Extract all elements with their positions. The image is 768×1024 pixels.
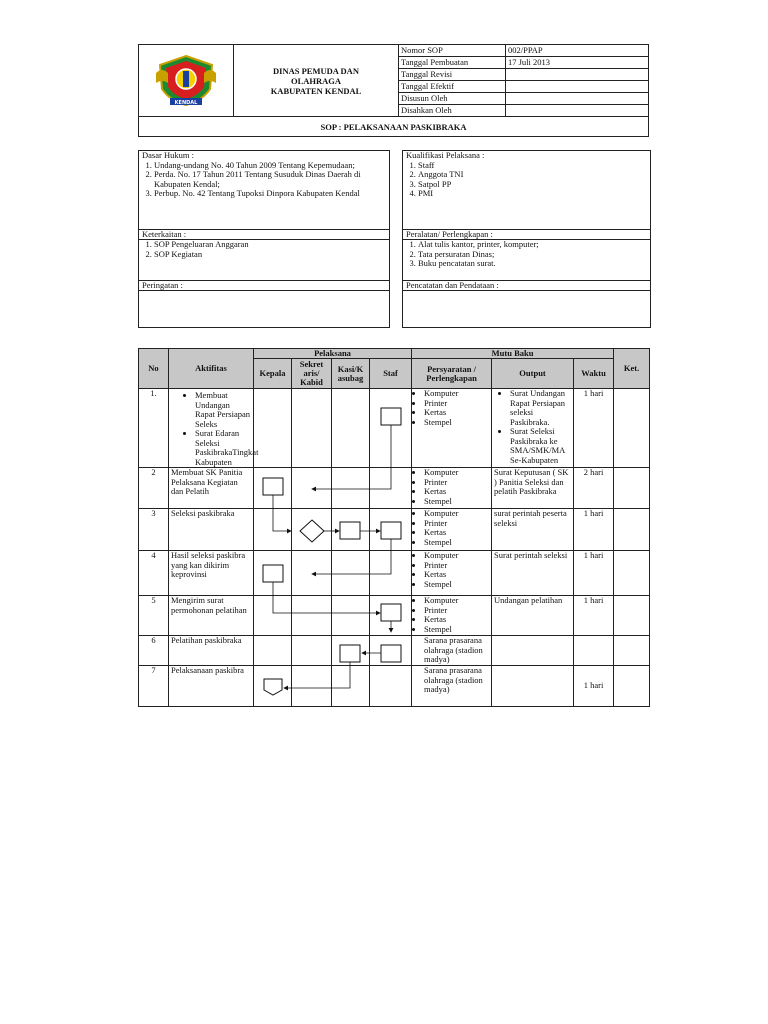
- row-no: 5: [139, 596, 169, 636]
- row-persyaratan: Sarana prasarana olahraga (stadion madya): [412, 666, 492, 707]
- list-item: • Surat Edaran Seleksi PaskibrakaTingkat Kabupaten: [195, 429, 251, 467]
- header-pelaksana: Pelaksana: [254, 349, 412, 359]
- row-no: 6: [139, 636, 169, 666]
- row-persyaratan: • Komputer • Printer • Kertas • Stempel: [412, 551, 492, 596]
- row-persyaratan: • Komputer • Printer • Kertas • Stempel: [412, 596, 492, 636]
- field-value: 002/PPAP: [506, 45, 649, 57]
- header-persyaratan: Persyaratan / Perlengkapan: [412, 359, 492, 389]
- list-item: 4. PMI: [418, 189, 647, 199]
- table-row: [139, 468, 650, 509]
- procedure-table: [138, 348, 650, 707]
- pencatatan-title: Pencatatan dan Pendataan :: [403, 281, 650, 291]
- kualifikasi-section: [403, 151, 650, 230]
- row-persyaratan: • Komputer • Printer • Kertas • Stempel: [412, 389, 492, 468]
- row-aktifitas: Hasil seleksi paskibra yang kan dikirim keprovinsi: [169, 551, 254, 596]
- row-waktu: 2 hari: [574, 468, 614, 509]
- header-mutu-baku: Mutu Baku: [412, 349, 614, 359]
- row-waktu: 1 hari: [574, 666, 614, 707]
- table-row: [139, 666, 650, 707]
- row-persyaratan: • Komputer • Printer • Kertas • Stempel: [412, 509, 492, 551]
- kualifikasi-title: Kualifikasi Pelaksana :: [406, 150, 485, 160]
- sop-title: SOP : PELAKSANAAN PASKIBRAKA: [139, 117, 649, 137]
- list-item: 2. Anggota TNI: [418, 170, 647, 180]
- field-label: Tanggal Revisi: [399, 69, 506, 81]
- header-kasi: Kasi/K asubag: [332, 359, 370, 389]
- field-value: [506, 93, 649, 105]
- row-waktu: 1 hari: [574, 389, 614, 468]
- row-aktifitas: Pelatihan paskibraka: [169, 636, 254, 666]
- row-output: • Surat Undangan Rapat Persiapan seleksi Paskibraka. • Surat Seleksi Paskibraka ke SMA/SMK/MA Se-Kabupaten: [492, 389, 574, 468]
- table-row: [139, 596, 650, 636]
- table-row: [139, 389, 650, 468]
- list-item: 3. Perbup. No. 42 Tentang Tupoksi Dinpora Kabupaten Kendal: [154, 189, 386, 199]
- row-waktu: [574, 636, 614, 666]
- row-waktu: 1 hari: [574, 596, 614, 636]
- list-item: 2. Tata persuratan Dinas;: [418, 250, 647, 260]
- list-item: 2. Perda. No. 17 Tahun 2011 Tentang Susuduk Dinas Daerah di Kabupaten Kendal;: [154, 170, 386, 189]
- row-aktifitas: Membuat SK Panitia Pelaksana Kegiatan dan Pelatih: [169, 468, 254, 509]
- row-aktifitas: Pelaksanaan paskibra: [169, 666, 254, 707]
- row-no: 2: [139, 468, 169, 509]
- row-no: 7: [139, 666, 169, 707]
- field-value: [506, 105, 649, 117]
- list-item: 1. Undang-undang No. 40 Tahun 2009 Tentang Kepemudaan;: [154, 161, 386, 171]
- row-no: 1.: [139, 389, 169, 468]
- list-item: • Membuat Undangan Rapat Persiapan Seleks: [195, 391, 251, 429]
- left-info-box: [138, 150, 390, 328]
- row-output: Surat Keputusan ( SK ) Panitia Seleksi dan pelatih Paskibraka: [492, 468, 574, 509]
- row-no: 3: [139, 509, 169, 551]
- row-output: [492, 666, 574, 707]
- list-item: 3. Buku pencatatan surat.: [418, 259, 647, 269]
- field-label: Disahkan Oleh: [399, 105, 506, 117]
- header-output: Output: [492, 359, 574, 389]
- org-line-2: OLAHRAGA: [290, 75, 342, 86]
- table-row: [139, 636, 650, 666]
- header-staf: Staf: [370, 359, 412, 389]
- list-item: 2. SOP Kegiatan: [154, 250, 386, 260]
- header-sekretaris: Sekret aris/ Kabid: [292, 359, 332, 389]
- field-value: [506, 69, 649, 81]
- row-waktu: 1 hari: [574, 509, 614, 551]
- header-kepala: Kepala: [254, 359, 292, 389]
- keterkaitan-section: [139, 240, 389, 281]
- row-persyaratan: Sarana prasarana olahraga (stadion madya): [412, 636, 492, 666]
- header-no: No: [139, 349, 169, 389]
- organization-name: [234, 45, 399, 117]
- field-value: 17 Juli 2013: [506, 57, 649, 69]
- row-output: Surat perintah seleksi: [492, 551, 574, 596]
- header-waktu: Waktu: [574, 359, 614, 389]
- field-label: Tanggal Pembuatan: [399, 57, 506, 69]
- row-output: surat perintah peserta seleksi: [492, 509, 574, 551]
- list-item: 1. Staff: [418, 161, 647, 171]
- row-output: Undangan pelatihan: [492, 596, 574, 636]
- right-info-box: [402, 150, 651, 328]
- peralatan-section: [403, 240, 650, 281]
- peralatan-title: Peralatan/ Perlengkapan :: [403, 230, 650, 240]
- row-aktifitas: Mengirim surat permohonan pelatihan: [169, 596, 254, 636]
- logo-cell: [139, 45, 234, 117]
- row-aktifitas: [169, 389, 259, 468]
- org-line-3: KABUPATEN KENDAL: [270, 85, 362, 96]
- field-value: [506, 81, 649, 93]
- row-aktifitas: Seleksi paskibraka: [169, 509, 254, 551]
- list-item: 1. Alat tulis kantor, printer, komputer;: [418, 240, 647, 250]
- list-item: 3. Satpol PP: [418, 180, 647, 190]
- header-aktifitas: Aktifitas: [169, 349, 254, 389]
- table-row: [139, 551, 650, 596]
- sop-header-table: [138, 44, 649, 137]
- logo-text: KENDAL: [174, 99, 198, 106]
- row-output: [492, 636, 574, 666]
- row-no: 4: [139, 551, 169, 596]
- list-item: 1. SOP Pengeluaran Anggaran: [154, 240, 386, 250]
- field-label: Tanggal Efektif: [399, 81, 506, 93]
- table-row: [139, 509, 650, 551]
- peringatan-title: Peringatan :: [139, 281, 389, 291]
- row-persyaratan: • Komputer • Printer • Kertas • Stempel: [412, 468, 492, 509]
- org-line-1: DINAS PEMUDA DAN: [273, 65, 359, 76]
- field-label: Nomor SOP: [399, 45, 506, 57]
- row-waktu: 1 hari: [574, 551, 614, 596]
- header-ket: Ket.: [614, 349, 650, 389]
- field-label: Disusun Oleh: [399, 93, 506, 105]
- dasar-hukum-section: [139, 151, 389, 230]
- dasar-hukum-title: Dasar Hukum :: [142, 150, 194, 160]
- kendal-emblem-icon: [154, 53, 218, 107]
- keterkaitan-title: Keterkaitan :: [139, 230, 389, 240]
